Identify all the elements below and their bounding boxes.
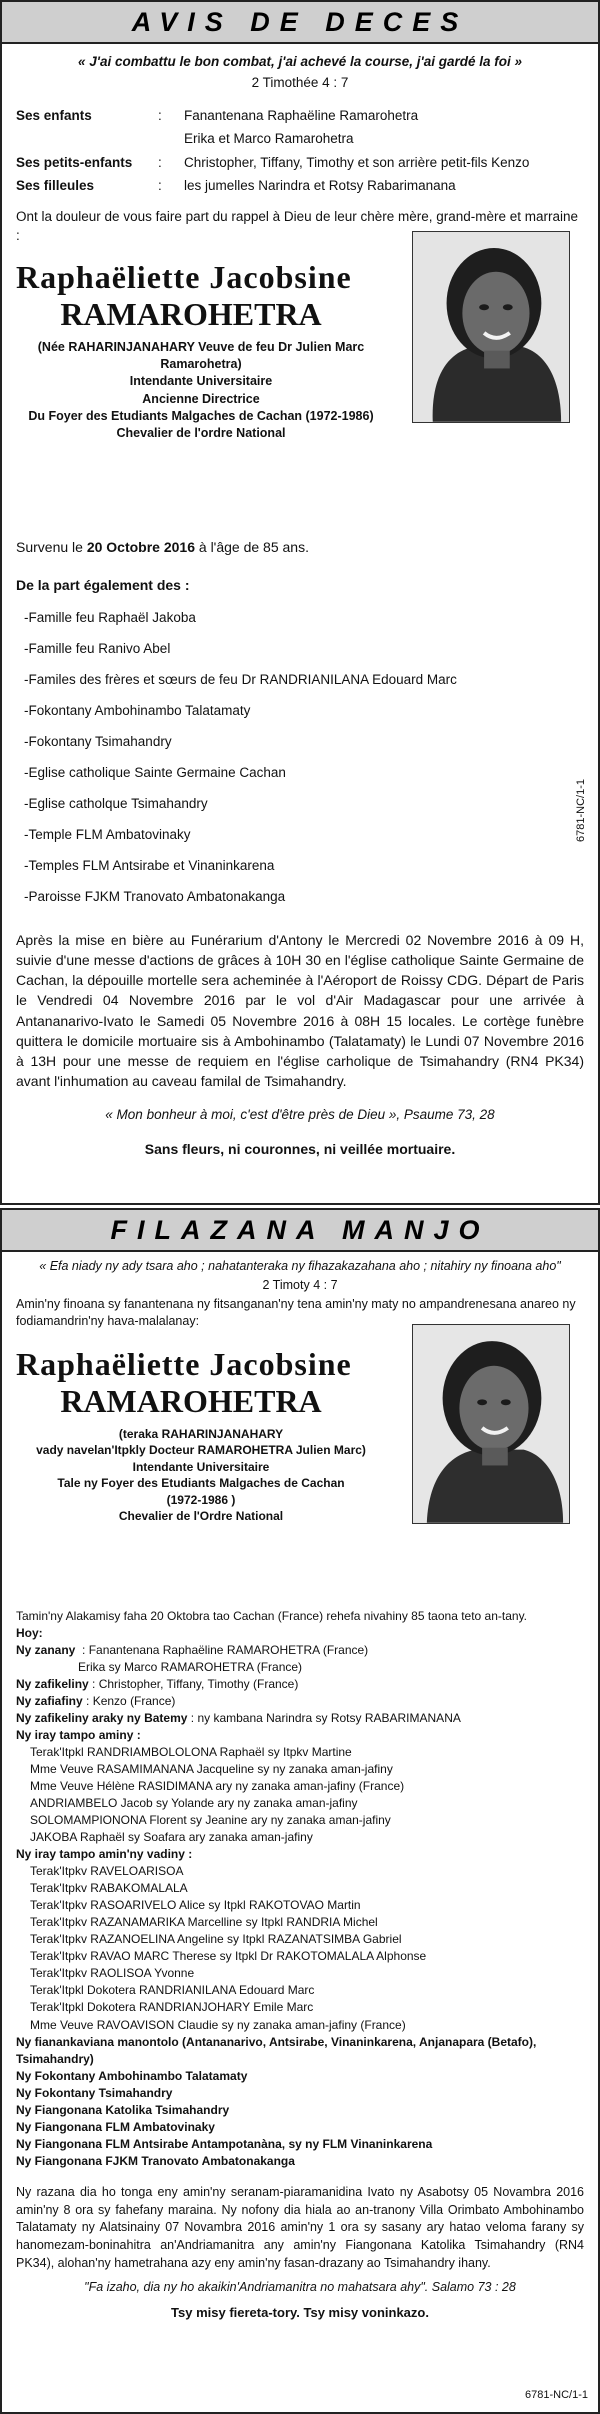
group-line: Ny Fokontany Ambohinambo Talatamaty xyxy=(16,2068,248,2083)
family-value-filleules: les jumelles Narindra et Rotsy Rabarimanana xyxy=(184,177,456,193)
bible-reference: 2 Timoty 4 : 7 xyxy=(262,1278,338,1292)
deceased-first-name: Raphaëliette Jacobsine xyxy=(16,259,352,296)
zafiafiny-key: Ny zafiafiny xyxy=(16,1693,83,1708)
list-item: -Famille feu Raphaël Jakoba xyxy=(24,610,196,625)
list-item: Terak'Itpkv RAVAO MARC Therese sy Itpkl Dr RAKOTOMALALA Alphonse xyxy=(30,1949,427,1964)
notice-avis-de-deces xyxy=(0,0,600,1205)
list-item: Mme Veuve RASAMIMANANA Jacqueline sy ny zanaka aman-jafiny xyxy=(30,1762,393,1777)
zanany-value-2: Erika sy Marco RAMAROHETRA (France) xyxy=(78,1659,303,1674)
zafikeliny-batemy-row: Ny zafikeliny araky ny Batemy : ny kambana Narindra sy Rotsy RABARIMANANA xyxy=(16,1710,461,1725)
zanany-key: Ny zanany xyxy=(16,1642,76,1657)
title-line: Chevalier de l'ordre National xyxy=(116,426,286,441)
family-key-petits-enfants: Ses petits-enfants xyxy=(16,154,133,170)
iray-tampo-vadiny-heading: Ny iray tampo amin'ny vadiny : xyxy=(16,1847,193,1862)
list-item: ANDRIAMBELO Jacob sy Yolande ary ny zanaka aman-jafiny xyxy=(30,1796,358,1811)
death-date: 20 Octobre 2016 xyxy=(86,539,195,556)
zafikeliny-batemy-value: ny kambana Narindra sy Rotsy RABARIMANANA xyxy=(197,1710,461,1725)
list-item: JAKOBA Raphaël sy Soafara ary zanaka aman-jafiny xyxy=(30,1830,313,1845)
title-line: Intendante Universitaire xyxy=(129,374,273,389)
also-from-list xyxy=(16,602,584,912)
fianakaviana-line: Ny fianankaviana manontolo (Antananarivo, Antsirabe, Vinaninkarena, Anjanapara (Betafo), Tsimahandry) xyxy=(16,2034,537,2066)
family-value-petits-enfants: Christopher, Tiffany, Timothy et son arrière petit-fils Kenzo xyxy=(184,154,530,170)
title-line: Ramarohetra) xyxy=(160,357,242,372)
group-line: Ny Fiangonana FLM Ambatovinaky xyxy=(16,2119,215,2134)
list-item: -Fokontany Tsimahandry xyxy=(24,734,172,749)
zafikeliny-batemy-key: Ny zafikeliny araky ny Batemy xyxy=(16,1710,188,1725)
hoy-label: Hoy: xyxy=(16,1625,43,1640)
notice-content xyxy=(2,44,598,1160)
list-item: Terak'Itpkv RAZANOELINA Angeline sy Itpkl RAZANATSIMBA Gabriel xyxy=(30,1932,402,1947)
zafikeliny-key: Ny zafikeliny xyxy=(16,1676,89,1691)
family-key-enfants: Ses enfants xyxy=(16,108,92,124)
ad-reference-code: 6781-NC/1-1 xyxy=(525,2389,588,2402)
list-item: -Familes des frères et sœurs de feu Dr RANDRIANILANA Edouard Marc xyxy=(24,672,457,687)
notice-banner: AVIS DE DECES xyxy=(2,2,598,44)
bible-quote: « Efa niady ny ady tsara aho ; nahatanteraka ny fihazakazahana aho ; nitahiry ny finoana aho" xyxy=(39,1259,561,1273)
funeral-narrative: Ny razana dia ho tonga eny amin'ny seranam-piaramanidina Ivato ny Asabotsy 05 Novambra 2016 amin'ny 8 ora sy fahefany maraina. Ny nofony dia hiala ao an-tranony Villa Orimbato Ambohinambo Talatamaty ny Alatsinainy 07 Novambra 2016 amin'ny 1 ora sy sasany ary hatao veloma farany sy hanomezam-boninahitra an'Andriamanitra any amin'ny Fiangonana Katolika Tsimahandry (RN4 PK34), alohan'ny hametrahana azy eny amin'ny fasan-drazany ao Tsimahandry ihany. xyxy=(16,2184,584,2270)
group-line: Ny Fokontany Tsimahandry xyxy=(16,2085,173,2100)
family-colon: : xyxy=(158,154,162,170)
deceased-last-name: RAMAROHETRA xyxy=(60,296,322,333)
list-item: Terak'Itpkl Dokotera RANDRIANILANA Edouard Marc xyxy=(30,1983,315,1998)
funeral-narrative: Après la mise en bière au Funérarium d'Antony le Mercredi 02 Novembre 2016 à 09 H, suivie d'une messe d'actions de grâces à 10H 30 en l'église catholique Sainte Germaine de Cachan, la dépouille mortelle sera acheminée à l'Aéroport de Roissy CDG. Départ de Paris le Vendredi 04 Novembre 2016 par le vol d'Air Madagascar pour une arrivée à Antananarivo-Ivato le Samedi 05 Novembre 2016 à 08H 15 locales. Le cortège funèbre quittera le domicile mortuaire sis à Ambohinambo (Talatamaty) le Lundi 07 Novembre 2016 à 13H pour une messe de requiem en l'église carholique de Tsimahandry (RN4 PK34) avant l'inhumation au caveau familal de Tsimahandry. xyxy=(16,932,584,1090)
notice-filazana-manjo xyxy=(0,1208,600,2414)
family-key-filleules: Ses filleules xyxy=(16,177,95,193)
death-prefix: Survenu le xyxy=(16,539,83,556)
title-line: Chevalier de l'Ordre National xyxy=(118,1509,284,1524)
family-value-enfants-2: Erika et Marco Ramarohetra xyxy=(184,131,354,147)
closing-quote: « Mon bonheur à moi, c'est d'être près de Dieu », Psaume 73, 28 xyxy=(105,1107,495,1123)
zanany-value-1: Fanantenana Raphaëline RAMAROHETRA (France) xyxy=(88,1642,369,1657)
family-list xyxy=(16,106,584,195)
also-from-heading: De la part également des : xyxy=(16,577,190,594)
zanany-row: Ny zanany : Fanantenana Raphaëline RAMAROHETRA (France) xyxy=(16,1642,369,1657)
title-line: Intendante Universitaire xyxy=(132,1459,270,1474)
list-item: Terak'Itpkv RAZANAMARIKA Marcelline sy Itpkl RANDRIA Michel xyxy=(30,1915,378,1930)
ad-reference-code: 6781-NC/1-1 xyxy=(575,779,587,842)
deceased-titles xyxy=(16,339,386,443)
list-item: -Fokontany Ambohinambo Talatamaty xyxy=(24,703,251,718)
bible-reference: 2 Timothée 4 : 7 xyxy=(251,75,349,91)
list-item: -Temple FLM Ambatovinaky xyxy=(24,827,191,842)
closing-note: Sans fleurs, ni couronnes, ni veillée mortuaire. xyxy=(144,1141,456,1158)
deceased-block xyxy=(16,259,584,534)
portrait-image xyxy=(413,1325,569,1523)
zafiafiny-value: Kenzo (France) xyxy=(92,1693,176,1708)
family-colon: : xyxy=(158,177,162,193)
portrait-image xyxy=(413,232,569,422)
list-item: Terak'Itpkv RAVELOARISOA xyxy=(30,1864,184,1879)
family-colon: : xyxy=(158,108,162,124)
deceased-portrait xyxy=(412,1324,570,1524)
list-item: Terak'Itpkv RASOARIVELO Alice sy Itpkl RAKOTOVAO Martin xyxy=(30,1898,361,1913)
deceased-last-name: RAMAROHETRA xyxy=(60,1382,322,1419)
announcement-intro: Amin'ny finoana sy fanantenana ny fitsanganan'ny tena amin'ny maty no ampandrenesana anareo ny fodiamandrin'ny hava-malalanay: xyxy=(16,1297,576,1328)
title-line: Ancienne Directrice xyxy=(142,391,260,406)
group-line: Ny Fiangonana FLM Antsirabe Antampotanàna, sy ny FLM Vinaninkarena xyxy=(16,2136,433,2151)
bible-quote: « J'ai combattu le bon combat, j'ai achevé la course, j'ai gardé la foi » xyxy=(77,54,523,69)
list-item: -Eglise catholique Sainte Germaine Cachan xyxy=(24,765,286,780)
closing-note: Tsy misy fieretа-tory. Tsy misy voninkazo. xyxy=(171,2304,429,2320)
list-item: Terak'Itpkl Dokotera RANDRIANJOHARY Emile Marc xyxy=(30,2000,314,2015)
group-line: Ny Fiangonana FJKM Tranovato Ambatonakanga xyxy=(16,2153,295,2168)
zafikeliny-row: Ny zafikeliny : Christopher, Tiffany, Timothy (France) xyxy=(16,1676,299,1691)
title-line: (Née RAHARINJANAHARY Veuve de feu Dr Julien Marc xyxy=(37,339,365,354)
list-item: -Paroisse FJKM Tranovato Ambatonakanga xyxy=(24,889,286,904)
list-item: -Eglise catholque Tsimahandry xyxy=(24,796,208,811)
notice-content xyxy=(2,1252,598,2321)
title-line: vady navelan'Itpkly Docteur RAMAROHETRA Julien Marc) xyxy=(36,1443,366,1458)
deceased-titles xyxy=(16,1426,386,1525)
title-line: (1972-1986 ) xyxy=(166,1492,236,1507)
list-item: Terak'Itpkv RABAKOMALALA xyxy=(30,1881,188,1896)
deceased-portrait xyxy=(412,231,570,423)
title-line: Tale ny Foyer des Etudiants Malgaches de Cachan xyxy=(57,1476,345,1491)
death-suffix: à l'âge de 85 ans. xyxy=(198,539,309,556)
closing-quote: "Fa izaho, dia ny ho akaikin'Andriamanitra no mahatsara ahy". Salamo 73 : 28 xyxy=(84,2279,516,2294)
announcement-intro: Ont la douleur de vous faire part du rappel à Dieu de leur chère mère, grand-mère et marraine : xyxy=(16,208,579,244)
family-value-enfants-1: Fanantenana Raphaëline Ramarohetra xyxy=(184,108,419,124)
title-line: Du Foyer des Etudiants Malgaches de Cachan (1972-1986) xyxy=(28,408,374,423)
list-item: Terak'Itpkv RAOLISOA Yvonne xyxy=(30,1966,195,1981)
zafiafiny-row: Ny zafiafiny : Kenzo (France) xyxy=(16,1693,176,1708)
death-line: Tamin'ny Alakamisy faha 20 Oktobra tao Cachan (France) rehefa nivahiny 85 taona teto an-tany. xyxy=(16,1609,528,1623)
list-item: Terak'Itpkl RANDRIAMBOLOLONA Raphaël sy Itpkv Martine xyxy=(30,1745,352,1760)
list-item: -Famille feu Ranivo Abel xyxy=(24,641,171,656)
title-line: (teraka RAHARINJANAHARY xyxy=(118,1426,284,1441)
list-item: SOLOMAMPIONONA Florent sy Jeanine ary ny zanaka aman-jafiny xyxy=(30,1813,391,1828)
list-item: Mme Veuve RAVOAVISON Claudie sy ny zanaka aman-jafiny (France) xyxy=(30,2017,406,2032)
deceased-block xyxy=(16,1346,584,1608)
deceased-first-name: Raphaëliette Jacobsine xyxy=(16,1346,352,1382)
death-date-line xyxy=(16,538,584,558)
iray-tampo-heading: Ny iray tampo aminy : xyxy=(16,1727,141,1742)
group-line: Ny Fiangonana Katolika Tsimahandry xyxy=(16,2102,230,2117)
list-item: -Temples FLM Antsirabe et Vinaninkarena xyxy=(24,858,275,873)
notice-banner: FILAZANA MANJO xyxy=(2,1210,598,1252)
list-item: Mme Veuve Hélène RASIDIMANA ary ny zanaka aman-jafiny (France) xyxy=(30,1779,405,1794)
zafikeliny-value: Christopher, Tiffany, Timothy (France) xyxy=(98,1676,299,1691)
